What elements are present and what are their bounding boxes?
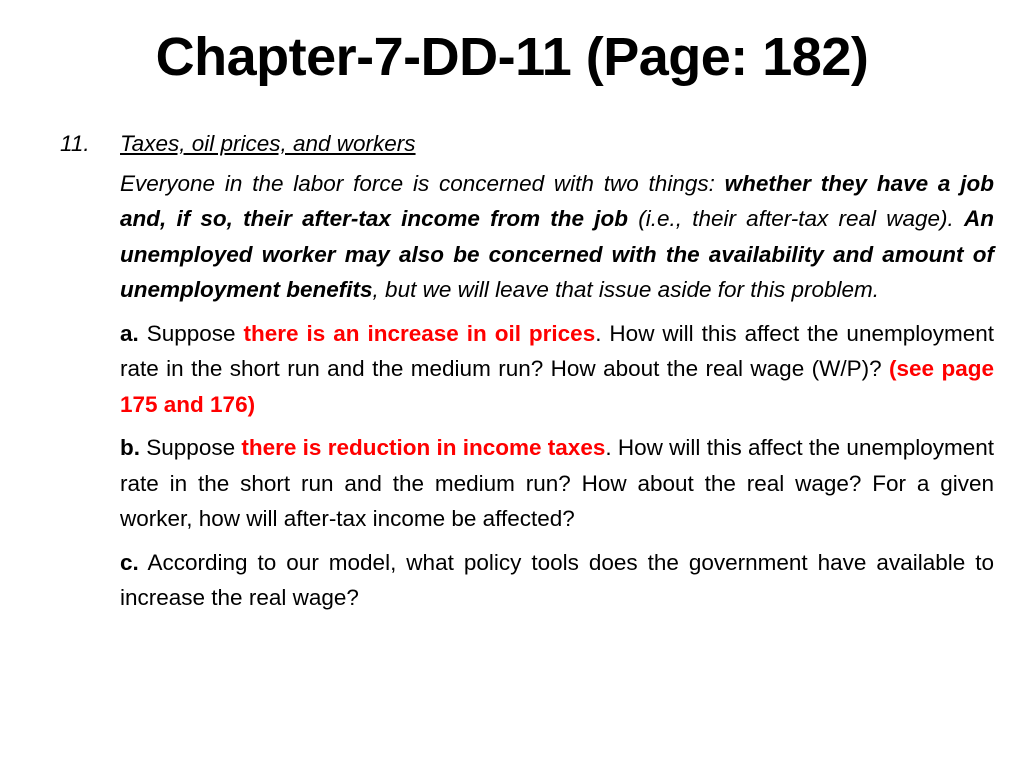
intro-text-3: , but we will leave that issue aside for this problem.: [372, 277, 880, 302]
part-c: [120, 545, 994, 616]
part-a: [120, 316, 994, 423]
problem-intro: [120, 166, 994, 308]
part-b-text-1: Suppose: [140, 435, 242, 460]
problem-heading: [60, 126, 994, 162]
slide-title: Chapter-7-DD-11 (Page: 182): [155, 27, 869, 87]
part-b-label: b.: [120, 435, 140, 460]
part-a-label: a.: [120, 320, 139, 346]
part-a-text-2: . How will this affect the unemployment rate in the short run and the medium run? How about the real wage (W/P)?: [120, 320, 995, 381]
part-c-text-1: According to our model, what policy tools does the government have available to increase the real wage?: [120, 549, 994, 610]
part-c-label: c.: [120, 549, 139, 575]
slide-content: [60, 126, 994, 616]
part-a-highlight: there is an increase in oil prices: [243, 320, 596, 346]
part-b-text-2: . How will this affect the unemployment rate in the short run and the medium run? How about the real wage? For a given worker, how will after-tax income be affected?: [120, 435, 995, 531]
intro-text-2: (i.e., their after-tax real wage).: [628, 206, 964, 231]
intro-bold-1: whether they have a job and, if so, their after-tax income from the job: [120, 170, 994, 231]
problem-number: 11.: [60, 131, 90, 156]
part-b-highlight: there is reduction in income taxes: [241, 435, 606, 460]
part-b: [120, 430, 994, 537]
problem-title: Taxes, oil prices, and workers: [120, 131, 416, 156]
intro-text-1: Everyone in the labor force is concerned with two things:: [120, 170, 725, 196]
intro-bold-2: An unemployed worker may also be concerned with the availability and amount of unemployment benefits: [120, 206, 994, 302]
part-a-text-1: Suppose: [138, 320, 244, 346]
part-a-page-reference: (see page 175 and 176): [120, 356, 994, 417]
